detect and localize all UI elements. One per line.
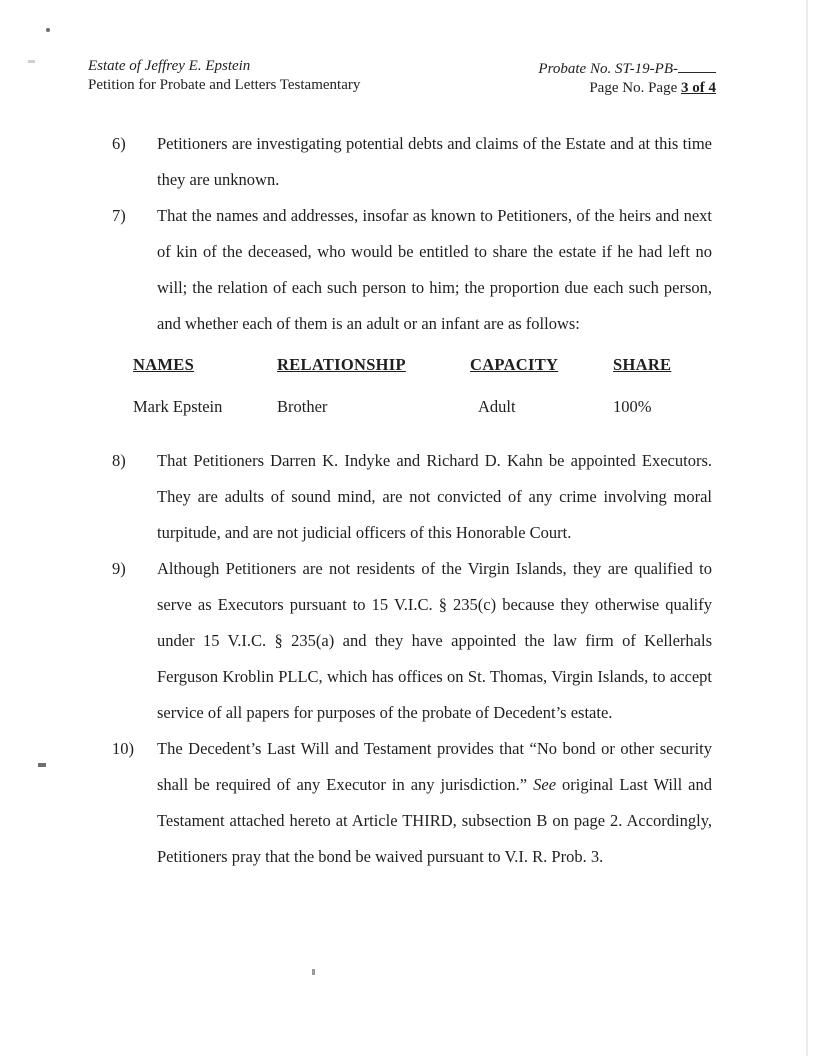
heirs-table-row bbox=[133, 393, 712, 421]
paragraph-10 bbox=[112, 731, 712, 875]
paragraph-10-number: 10) bbox=[112, 739, 134, 758]
col-header-capacity: CAPACITY bbox=[470, 355, 559, 374]
paragraph-8-number: 8) bbox=[112, 451, 126, 470]
see-citation: See bbox=[533, 775, 557, 794]
header-right bbox=[538, 57, 716, 98]
estate-title: Estate of Jeffrey E. Epstein bbox=[88, 58, 251, 74]
col-header-share: SHARE bbox=[613, 355, 672, 374]
heir-share-cell: 100% bbox=[613, 397, 652, 416]
scan-artifact-dot-top-left bbox=[46, 28, 50, 32]
document-body bbox=[112, 126, 712, 875]
scan-artifact-right-edge-line bbox=[806, 0, 808, 1056]
probate-number-label: Probate No. ST-19-PB- bbox=[538, 61, 678, 77]
document-title: Petition for Probate and Letters Testamentary bbox=[88, 77, 361, 93]
paragraph-7-text: That the names and addresses, insofar as known to Petitioners, of the heirs and next of kin of the deceased, who would be entitled to share the estate if he had left no will; the relation of each such person to him; the proportion due each such person, and whether each of them is an adult or an infant are as follows: bbox=[157, 206, 712, 333]
case-caption bbox=[88, 57, 360, 98]
page-number-label: Page No. Page bbox=[589, 80, 681, 96]
paragraph-10-text bbox=[157, 731, 712, 875]
heir-name-cell: Mark Epstein bbox=[133, 397, 223, 416]
paragraph-8 bbox=[112, 443, 712, 551]
paragraph-6-text: Petitioners are investigating potential debts and claims of the Estate and at this time they are unknown. bbox=[157, 134, 712, 189]
col-header-relationship: RELATIONSHIP bbox=[277, 355, 406, 374]
page-number-value: 3 of 4 bbox=[681, 80, 716, 96]
paragraph-6 bbox=[112, 126, 712, 198]
paragraph-7 bbox=[112, 198, 712, 342]
probate-number-line bbox=[538, 57, 716, 79]
scan-artifact-dash-top-left bbox=[28, 60, 35, 63]
heir-capacity-cell: Adult bbox=[478, 397, 516, 416]
paragraph-9-text: Although Petitioners are not residents of the Virgin Islands, they are qualified to serve as Executors pursuant to 15 V.I.C. § 235(c) because they otherwise qualify under 15 V.I.C. § 235(a) and they have appointed the law firm of Kellerhals Ferguson Kroblin PLLC, which has offices on St. Thomas, Virgin Islands, to accept service of all papers for purposes of the probate of Decedent’s estate. bbox=[157, 559, 712, 722]
heirs-table-header bbox=[133, 351, 712, 379]
page-number-line bbox=[538, 79, 716, 98]
probate-number-blank bbox=[678, 57, 716, 73]
paragraph-10-text-after: original Last Will and Testament attached hereto at Article THIRD, subsection B on page 2. Accordingly, Petitioners pray that the bond be waived pursuant to V.I. R. Prob. 3. bbox=[157, 775, 712, 866]
paragraph-6-number: 6) bbox=[112, 134, 126, 153]
paragraph-8-text: That Petitioners Darren K. Indyke and Richard D. Kahn be appointed Executors. They are adults of sound mind, are not convicted of any crime involving moral turpitude, and are not judicial officers of this Honorable Court. bbox=[157, 451, 712, 542]
scan-artifact-dot-bottom-center bbox=[312, 969, 315, 975]
scan-artifact-dash-mid-left bbox=[38, 763, 46, 767]
paragraph-9 bbox=[112, 551, 712, 731]
paragraph-7-number: 7) bbox=[112, 206, 126, 225]
page-header bbox=[88, 57, 716, 98]
col-header-names: NAMES bbox=[133, 355, 195, 374]
paragraph-10-text-before: The Decedent’s Last Will and Testament provides that “No bond or other security shall be required of any Executor in any jurisdiction.” bbox=[157, 739, 712, 794]
paragraph-9-number: 9) bbox=[112, 559, 126, 578]
heir-relationship-cell: Brother bbox=[277, 397, 328, 416]
heirs-table bbox=[133, 351, 712, 421]
